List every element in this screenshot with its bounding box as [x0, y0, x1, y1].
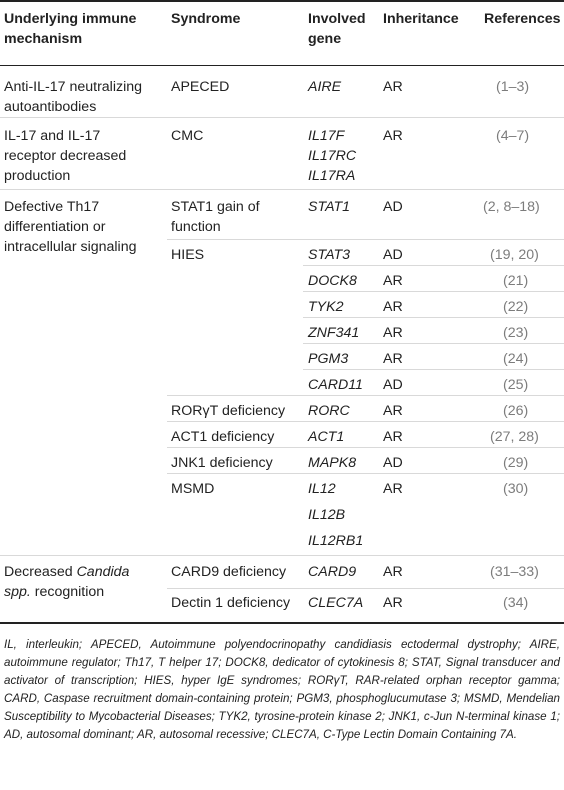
row-separator — [167, 421, 564, 422]
syndrome-cell: MSMD — [171, 481, 215, 497]
row-separator — [303, 317, 564, 318]
gene-cell: STAT3 — [308, 247, 351, 263]
gene-cell: CARD11 — [308, 377, 363, 393]
row-separator — [167, 473, 564, 474]
header-references: References — [484, 11, 561, 27]
gene-cell: RORC — [308, 403, 350, 419]
inheritance-cell: AD — [383, 377, 403, 393]
row-separator — [167, 447, 564, 448]
gene-cell: PGM3 — [308, 351, 349, 367]
row-separator — [0, 189, 564, 190]
inheritance-cell: AD — [383, 247, 403, 263]
gene-cell: IL17F IL17RC IL17RA — [308, 128, 357, 184]
inheritance-cell: AR — [383, 595, 403, 611]
inheritance-cell: AR — [383, 273, 403, 289]
reference-cell: (22) — [503, 299, 529, 315]
gene-cell: ZNF341 — [308, 325, 360, 341]
reference-cell: (31–33) — [490, 564, 539, 580]
gene-cell: CLEC7A — [308, 595, 364, 611]
syndrome-cell: HIES — [171, 247, 205, 263]
row-separator — [167, 395, 564, 396]
row-separator — [303, 265, 564, 266]
mechanism-cell: Anti-IL-17 neutralizing autoantibodies — [4, 79, 143, 115]
reference-cell: (19, 20) — [490, 247, 539, 263]
syndrome-cell: CARD9 deficiency — [171, 564, 287, 580]
table-footnote: IL, interleukin; APECED, Autoimmune polyendocrinopathy candidiasis ectodermal dystrophy; AIRE, autoimmune regulator; Th17, T helper 17; DOCK8, dedicator of cytokinesis 8; STAT, Signal transducer and activator of transcription; HIES, hyper IgE syndromes; RORγT, RAR-related orphan receptor gamma; CARD, Caspase recruitment domain-containing protein; PGM3, phosphoglucumutase 3; MSMD, Mendelian Susceptibility to Mycobacterial Diseases; TYK2, tyrosine-protein kinase 2; JNK1, c-Jun N-terminal kinase 1; AD, autosomal dominant; AR, autosomal recessive; CLEC7A, C-Type Lectin Domain Containing 7A. — [4, 638, 560, 741]
table-bottom-rule — [0, 622, 564, 624]
inheritance-cell: AR — [383, 128, 403, 144]
syndrome-cell: CMC — [171, 128, 204, 144]
inheritance-cell: AD — [383, 199, 403, 215]
reference-cell: (27, 28) — [490, 429, 539, 445]
gene-cell: STAT1 — [308, 199, 351, 215]
reference-cell: (26) — [503, 403, 529, 419]
inheritance-cell: AR — [383, 564, 403, 580]
reference-cell: (25) — [503, 377, 529, 393]
syndrome-cell: ACT1 deficiency — [171, 429, 275, 445]
inheritance-cell: AR — [383, 481, 403, 497]
gene-cell: DOCK8 — [308, 273, 357, 289]
inheritance-cell: AR — [383, 79, 403, 95]
table-top-rule — [0, 0, 564, 2]
inheritance-cell: AR — [383, 325, 403, 341]
inheritance-cell: AR — [383, 351, 403, 367]
row-separator — [303, 291, 564, 292]
header-syndrome: Syndrome — [171, 11, 241, 27]
row-separator — [303, 369, 564, 370]
syndrome-cell: RORγT deficiency — [171, 403, 286, 419]
syndrome-cell: APECED — [171, 79, 230, 95]
gene-cell: AIRE — [308, 79, 342, 95]
header-mechanism: Underlying immune mechanism — [4, 11, 137, 47]
row-separator — [0, 117, 564, 118]
mechanism-cell: Decreased Candida spp. recognition — [4, 564, 130, 600]
reference-cell: (2, 8–18) — [483, 199, 540, 215]
inheritance-cell: AD — [383, 455, 403, 471]
reference-cell: (21) — [503, 273, 529, 289]
gene-cell: CARD9 — [308, 564, 357, 580]
row-separator — [303, 343, 564, 344]
mechanism-cell: IL-17 and IL-17 receptor decreased production — [4, 128, 127, 184]
syndrome-cell: JNK1 deficiency — [171, 455, 273, 471]
row-separator — [167, 239, 564, 240]
syndrome-cell: Dectin 1 deficiency — [171, 595, 291, 611]
reference-cell: (24) — [503, 351, 529, 367]
gene-cell: MAPK8 — [308, 455, 357, 471]
reference-cell: (34) — [503, 595, 529, 611]
syndrome-cell: STAT1 gain of function — [171, 199, 260, 235]
reference-cell: (1–3) — [496, 79, 530, 95]
inheritance-cell: AR — [383, 429, 403, 445]
gene-cell: IL12 IL12B IL12RB1 — [308, 481, 364, 549]
inheritance-cell: AR — [383, 403, 403, 419]
row-separator — [0, 555, 564, 556]
header-rule — [0, 65, 564, 66]
header-gene: Involved gene — [308, 11, 366, 47]
reference-cell: (4–7) — [496, 128, 530, 144]
row-separator — [167, 588, 564, 589]
reference-cell: (30) — [503, 481, 529, 497]
reference-cell: (23) — [503, 325, 529, 341]
gene-cell: TYK2 — [308, 299, 344, 315]
mechanism-cell: Defective Th17 differentiation or intracellular signaling — [4, 199, 137, 255]
inheritance-cell: AR — [383, 299, 403, 315]
reference-cell: (29) — [503, 455, 529, 471]
gene-cell: ACT1 — [308, 429, 345, 445]
header-inheritance: Inheritance — [383, 11, 459, 27]
